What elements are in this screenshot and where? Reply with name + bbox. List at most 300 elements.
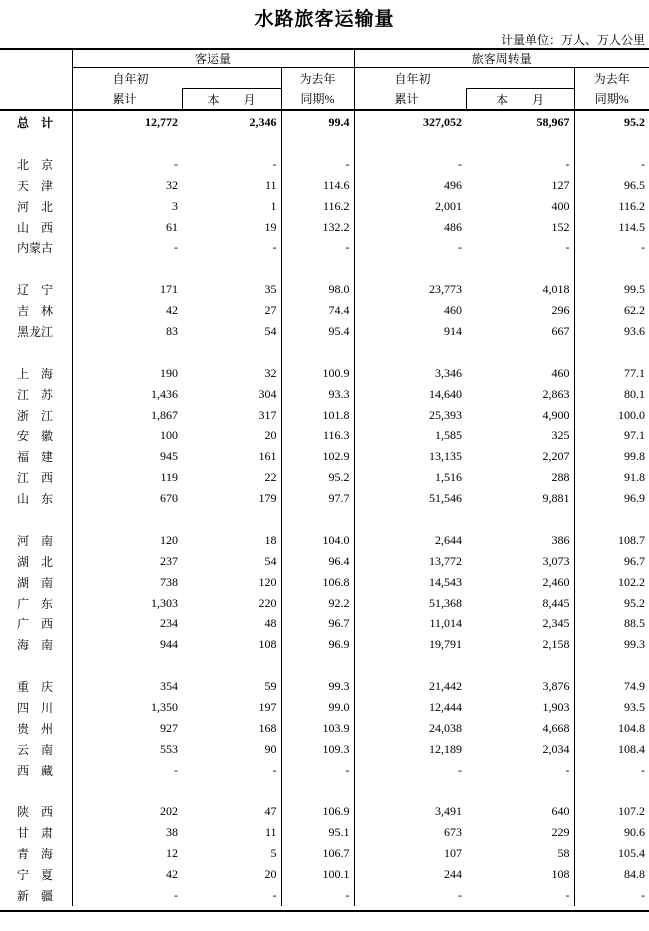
table-cell: 47 bbox=[264, 804, 277, 819]
spacer-cell bbox=[354, 258, 466, 279]
table-cell: 386 bbox=[551, 532, 570, 547]
table-cell: 95.4 bbox=[281, 321, 354, 342]
table-cell: 107 bbox=[354, 843, 466, 864]
table-cell: 99.3 bbox=[574, 634, 649, 655]
spacer-cell bbox=[466, 258, 574, 279]
table-cell: 12,189 bbox=[354, 739, 466, 760]
table-cell: 1,903 bbox=[542, 699, 570, 714]
table-cell: 32 bbox=[264, 365, 277, 380]
table-cell: 190 bbox=[72, 363, 182, 384]
table-cell: 25,393 bbox=[354, 405, 466, 426]
spacer-cell bbox=[354, 509, 466, 530]
table-cell: 317 bbox=[258, 407, 277, 422]
table-cell: 2,158 bbox=[542, 637, 570, 652]
table-cell: 21,442 bbox=[354, 676, 466, 697]
table-cell: 738 bbox=[72, 572, 182, 593]
table-row bbox=[0, 425, 649, 446]
table-cell: 101.8 bbox=[281, 405, 354, 426]
region-name: 湖 北 bbox=[17, 554, 54, 569]
table-cell: 99.0 bbox=[281, 697, 354, 718]
table-cell: 496 bbox=[354, 175, 466, 196]
table-cell: 114.6 bbox=[281, 175, 354, 196]
region-name: 江 苏 bbox=[17, 387, 54, 402]
table-cell: 237 bbox=[72, 551, 182, 572]
table-cell: 93.6 bbox=[574, 321, 649, 342]
table-row bbox=[0, 718, 649, 739]
table-cell: 74.9 bbox=[574, 676, 649, 697]
table-cell: 120 bbox=[258, 574, 277, 589]
header-ytd-bottom-1: 累计 bbox=[72, 89, 182, 111]
header-yoy-top-2: 为去年 bbox=[574, 68, 649, 89]
table-row bbox=[0, 321, 649, 342]
table-cell: - bbox=[354, 237, 466, 258]
spacer-cell bbox=[182, 258, 281, 279]
table-cell: 161 bbox=[258, 449, 277, 464]
table-cell: 59 bbox=[264, 679, 277, 694]
table-cell: 1,303 bbox=[72, 593, 182, 614]
table-cell: 171 bbox=[72, 279, 182, 300]
region-name: 甘 肃 bbox=[17, 826, 54, 841]
table-cell: 640 bbox=[551, 804, 570, 819]
table-cell: 32 bbox=[72, 175, 182, 196]
spacer-cell bbox=[574, 342, 649, 363]
table-cell: 109.3 bbox=[281, 739, 354, 760]
table-cell: 116.2 bbox=[281, 196, 354, 217]
table-row bbox=[0, 843, 649, 864]
spacer-cell bbox=[466, 133, 574, 154]
data-table bbox=[0, 49, 649, 906]
group-spacer bbox=[0, 342, 649, 363]
table-cell: 35 bbox=[264, 282, 277, 297]
table-cell: 667 bbox=[551, 323, 570, 338]
table-cell: 9,881 bbox=[542, 491, 570, 506]
table-row bbox=[0, 279, 649, 300]
table-cell: - bbox=[574, 154, 649, 175]
region-name: 云 南 bbox=[17, 742, 54, 757]
table-cell: 96.9 bbox=[281, 634, 354, 655]
table-cell: 97.7 bbox=[281, 488, 354, 509]
table-cell: 20 bbox=[264, 867, 277, 882]
region-name: 北 京 bbox=[17, 157, 54, 172]
table-cell: 106.7 bbox=[281, 843, 354, 864]
table-cell: 3,346 bbox=[354, 363, 466, 384]
table-row bbox=[0, 300, 649, 321]
table-cell: 19 bbox=[264, 219, 277, 234]
group-spacer bbox=[0, 781, 649, 802]
region-name: 湖 南 bbox=[17, 575, 54, 590]
table-body bbox=[0, 110, 649, 906]
table-cell: 100 bbox=[72, 425, 182, 446]
table-cell: 38 bbox=[72, 822, 182, 843]
table-cell: 92.2 bbox=[281, 593, 354, 614]
region-name: 西 藏 bbox=[17, 763, 54, 778]
table-cell: 4,668 bbox=[542, 720, 570, 735]
table-cell: 8,445 bbox=[542, 595, 570, 610]
table-cell: 105.4 bbox=[574, 843, 649, 864]
table-cell: 99.3 bbox=[281, 676, 354, 697]
table-cell: 288 bbox=[551, 470, 570, 485]
spacer-cell bbox=[281, 781, 354, 802]
region-name: 山 东 bbox=[17, 492, 54, 507]
table-cell: 202 bbox=[72, 802, 182, 823]
table-cell: 97.1 bbox=[574, 425, 649, 446]
region-name: 贵 州 bbox=[17, 721, 54, 736]
table-cell: 179 bbox=[258, 491, 277, 506]
spacer-cell bbox=[182, 509, 281, 530]
table-cell: 103.9 bbox=[281, 718, 354, 739]
spacer-cell bbox=[354, 133, 466, 154]
table-cell: 20 bbox=[264, 428, 277, 443]
table-row bbox=[0, 405, 649, 426]
header-month-spacer-1 bbox=[182, 68, 281, 89]
region-name: 海 南 bbox=[17, 638, 54, 653]
spacer-cell bbox=[281, 655, 354, 676]
table-cell: 670 bbox=[72, 488, 182, 509]
table-cell: - bbox=[574, 885, 649, 906]
spacer-cell bbox=[466, 655, 574, 676]
table-cell: 229 bbox=[551, 825, 570, 840]
table-cell: 62.2 bbox=[574, 300, 649, 321]
table-cell: 296 bbox=[551, 303, 570, 318]
table-row bbox=[0, 217, 649, 238]
table-row bbox=[0, 154, 649, 175]
table-row bbox=[0, 551, 649, 572]
header-ytd-bottom-2: 累计 bbox=[354, 89, 466, 111]
table-cell: 93.3 bbox=[281, 384, 354, 405]
table-row bbox=[0, 697, 649, 718]
header-month-1: 本 月 bbox=[182, 89, 281, 111]
table-cell: 4,018 bbox=[542, 282, 570, 297]
header-ytd-top-1: 自年初 bbox=[72, 68, 182, 89]
header-ytd-top-2: 自年初 bbox=[354, 68, 466, 89]
region-name: 黑龙江 bbox=[17, 324, 54, 339]
table-cell: 106.8 bbox=[281, 572, 354, 593]
table-cell: 914 bbox=[354, 321, 466, 342]
table-row bbox=[0, 196, 649, 217]
table-cell: 54 bbox=[264, 553, 277, 568]
header-month-2: 本 月 bbox=[466, 89, 574, 111]
table-cell: 51,546 bbox=[354, 488, 466, 509]
table-cell: 325 bbox=[551, 428, 570, 443]
spacer-cell bbox=[0, 781, 72, 802]
table-cell: 95.2 bbox=[281, 467, 354, 488]
table-cell: 95.2 bbox=[574, 593, 649, 614]
table-row bbox=[0, 237, 649, 258]
table-cell: 98.0 bbox=[281, 279, 354, 300]
header-yoy-bottom-2: 同期% bbox=[574, 89, 649, 111]
table-cell: 2,863 bbox=[542, 386, 570, 401]
table-cell: 90.6 bbox=[574, 822, 649, 843]
spacer-cell bbox=[354, 781, 466, 802]
table-cell: 11,014 bbox=[354, 613, 466, 634]
spacer-cell bbox=[72, 509, 182, 530]
spacer-cell bbox=[72, 133, 182, 154]
table-cell: 400 bbox=[551, 198, 570, 213]
table-cell: 1,585 bbox=[354, 425, 466, 446]
region-name: 山 西 bbox=[17, 220, 54, 235]
total-label: 总 计 bbox=[0, 110, 72, 133]
spacer-cell bbox=[72, 342, 182, 363]
table-cell: 116.2 bbox=[574, 196, 649, 217]
table-cell: 54 bbox=[264, 323, 277, 338]
group-spacer bbox=[0, 509, 649, 530]
table-cell: 486 bbox=[354, 217, 466, 238]
table-cell: 18 bbox=[264, 532, 277, 547]
table-cell: 24,038 bbox=[354, 718, 466, 739]
header-passenger-volume: 客运量 bbox=[72, 49, 354, 68]
table-cell: 104.0 bbox=[281, 530, 354, 551]
table-cell: 197 bbox=[258, 699, 277, 714]
table-cell: 106.9 bbox=[281, 802, 354, 823]
table-cell: 3,491 bbox=[354, 802, 466, 823]
table-cell: 1 bbox=[270, 198, 277, 213]
table-cell: 168 bbox=[258, 720, 277, 735]
spacer-cell bbox=[0, 342, 72, 363]
table-cell: 945 bbox=[72, 446, 182, 467]
table-cell: - bbox=[574, 237, 649, 258]
table-row bbox=[0, 593, 649, 614]
region-name: 广 西 bbox=[17, 617, 54, 632]
table-cell: 3,073 bbox=[542, 553, 570, 568]
table-row bbox=[0, 467, 649, 488]
table-cell: 460 bbox=[354, 300, 466, 321]
region-name: 福 建 bbox=[17, 450, 54, 465]
table-cell: 27 bbox=[264, 303, 277, 318]
table-cell: 3,876 bbox=[542, 679, 570, 694]
table-row bbox=[0, 822, 649, 843]
table-cell: 13,135 bbox=[354, 446, 466, 467]
table-cell: 4,900 bbox=[542, 407, 570, 422]
table-cell: 51,368 bbox=[354, 593, 466, 614]
table-cell: 88.5 bbox=[574, 613, 649, 634]
region-name: 青 海 bbox=[17, 847, 54, 862]
table-cell: 96.9 bbox=[574, 488, 649, 509]
table-cell: 96.7 bbox=[281, 613, 354, 634]
spacer-cell bbox=[0, 655, 72, 676]
table-cell: 96.7 bbox=[574, 551, 649, 572]
table-cell: 108.4 bbox=[574, 739, 649, 760]
table-cell: - bbox=[272, 888, 277, 902]
total-row bbox=[0, 110, 649, 133]
spacer-cell bbox=[182, 781, 281, 802]
table-cell: - bbox=[565, 888, 570, 902]
spacer-cell bbox=[0, 509, 72, 530]
total-cell: 95.2 bbox=[574, 110, 649, 133]
table-row bbox=[0, 885, 649, 906]
region-name: 浙 江 bbox=[17, 408, 54, 423]
table-cell: 19,791 bbox=[354, 634, 466, 655]
spacer-cell bbox=[574, 655, 649, 676]
table-cell: 77.1 bbox=[574, 363, 649, 384]
table-cell: 152 bbox=[551, 219, 570, 234]
table-row bbox=[0, 802, 649, 823]
table-cell: - bbox=[565, 156, 570, 171]
table-cell: 95.1 bbox=[281, 822, 354, 843]
table-cell: 96.4 bbox=[281, 551, 354, 572]
table-cell: 42 bbox=[72, 864, 182, 885]
spacer-cell bbox=[281, 342, 354, 363]
table-cell: 91.8 bbox=[574, 467, 649, 488]
table-cell: - bbox=[272, 762, 277, 777]
spacer-cell bbox=[281, 509, 354, 530]
table-cell: 13,772 bbox=[354, 551, 466, 572]
spacer-cell bbox=[574, 133, 649, 154]
region-name: 河 南 bbox=[17, 533, 54, 548]
region-name: 四 川 bbox=[17, 700, 54, 715]
table-cell: 100.9 bbox=[281, 363, 354, 384]
table-cell: 83 bbox=[72, 321, 182, 342]
table-cell: - bbox=[281, 237, 354, 258]
group-spacer bbox=[0, 133, 649, 154]
table-cell: 354 bbox=[72, 676, 182, 697]
region-name: 天 津 bbox=[17, 178, 54, 193]
table-row bbox=[0, 676, 649, 697]
header-passenger-turnover: 旅客周转量 bbox=[354, 49, 649, 68]
table-cell: 102.9 bbox=[281, 446, 354, 467]
group-spacer bbox=[0, 655, 649, 676]
table-cell: 220 bbox=[258, 595, 277, 610]
corner-cell bbox=[0, 49, 72, 110]
table-row bbox=[0, 175, 649, 196]
header-yoy-top-1: 为去年 bbox=[281, 68, 354, 89]
table-cell: 11 bbox=[264, 177, 277, 192]
table-row bbox=[0, 488, 649, 509]
region-name: 重 庆 bbox=[17, 680, 54, 695]
table-cell: 107.2 bbox=[574, 802, 649, 823]
table-cell: - bbox=[565, 240, 570, 255]
table-cell: 108 bbox=[258, 637, 277, 652]
table-row bbox=[0, 864, 649, 885]
table-cell: 12,444 bbox=[354, 697, 466, 718]
table-cell: 132.2 bbox=[281, 217, 354, 238]
table-cell: 80.1 bbox=[574, 384, 649, 405]
table-cell: - bbox=[281, 760, 354, 781]
table-cell: 1,436 bbox=[72, 384, 182, 405]
spacer-cell bbox=[72, 781, 182, 802]
table-cell: 2,207 bbox=[542, 449, 570, 464]
total-cell: 58,967 bbox=[466, 110, 574, 133]
table-cell: 22 bbox=[264, 470, 277, 485]
table-cell: 119 bbox=[72, 467, 182, 488]
table-cell: 944 bbox=[72, 634, 182, 655]
table-cell: 2,345 bbox=[542, 616, 570, 631]
spacer-cell bbox=[72, 258, 182, 279]
table-row bbox=[0, 572, 649, 593]
region-name: 新 疆 bbox=[17, 889, 54, 903]
table-cell: - bbox=[565, 762, 570, 777]
table-cell: 3 bbox=[72, 196, 182, 217]
spacer-cell bbox=[466, 781, 574, 802]
spacer-cell bbox=[466, 509, 574, 530]
region-name: 江 西 bbox=[17, 471, 54, 486]
table-cell: 74.4 bbox=[281, 300, 354, 321]
header-yoy-bottom-1: 同期% bbox=[281, 89, 354, 111]
spacer-cell bbox=[0, 258, 72, 279]
region-name: 广 东 bbox=[17, 596, 54, 611]
table-cell: 244 bbox=[354, 864, 466, 885]
table-cell: 14,640 bbox=[354, 384, 466, 405]
table-cell: 127 bbox=[551, 177, 570, 192]
table-cell: 104.8 bbox=[574, 718, 649, 739]
region-name: 安 徽 bbox=[17, 429, 54, 444]
table-cell: 61 bbox=[72, 217, 182, 238]
table-cell: 2,644 bbox=[354, 530, 466, 551]
table-cell: 11 bbox=[264, 825, 277, 840]
table-cell: 120 bbox=[72, 530, 182, 551]
table-cell: 1,516 bbox=[354, 467, 466, 488]
table-cell: - bbox=[354, 885, 466, 906]
table-row bbox=[0, 634, 649, 655]
spacer-cell bbox=[354, 655, 466, 676]
region-name: 河 北 bbox=[17, 199, 54, 214]
region-name: 吉 林 bbox=[17, 304, 54, 319]
table-cell: 90 bbox=[264, 741, 277, 756]
spacer-cell bbox=[72, 655, 182, 676]
table-cell: - bbox=[354, 154, 466, 175]
spacer-cell bbox=[466, 342, 574, 363]
table-cell: 58 bbox=[557, 846, 570, 861]
table-cell: 114.5 bbox=[574, 217, 649, 238]
table-cell: 927 bbox=[72, 718, 182, 739]
total-cell: 12,772 bbox=[72, 110, 182, 133]
table-cell: 99.5 bbox=[574, 279, 649, 300]
table-cell: 553 bbox=[72, 739, 182, 760]
total-cell: 99.4 bbox=[281, 110, 354, 133]
table-cell: 2,034 bbox=[542, 741, 570, 756]
spacer-cell bbox=[281, 258, 354, 279]
table-row bbox=[0, 613, 649, 634]
page-title: 水路旅客运输量 bbox=[254, 8, 395, 30]
table-cell: 99.8 bbox=[574, 446, 649, 467]
spacer-cell bbox=[281, 133, 354, 154]
table-cell: 1,350 bbox=[72, 697, 182, 718]
table-row bbox=[0, 384, 649, 405]
table-row bbox=[0, 446, 649, 467]
table-cell: - bbox=[72, 237, 182, 258]
table-cell: 100.0 bbox=[574, 405, 649, 426]
spacer-cell bbox=[574, 258, 649, 279]
region-name: 内蒙古 bbox=[17, 241, 54, 256]
table-cell: - bbox=[72, 885, 182, 906]
group-spacer bbox=[0, 258, 649, 279]
spacer-cell bbox=[182, 342, 281, 363]
unit-note: 计量单位：万人、万人公里 bbox=[500, 33, 645, 47]
table-cell: 304 bbox=[258, 386, 277, 401]
table-cell: 460 bbox=[551, 365, 570, 380]
table-cell: 12 bbox=[72, 843, 182, 864]
table-row bbox=[0, 363, 649, 384]
table-cell: 108 bbox=[551, 867, 570, 882]
table-cell: - bbox=[281, 885, 354, 906]
table-cell: 2,001 bbox=[354, 196, 466, 217]
table-cell: 108.7 bbox=[574, 530, 649, 551]
region-name: 辽 宁 bbox=[17, 283, 54, 298]
table-cell: 84.8 bbox=[574, 864, 649, 885]
total-cell: 327,052 bbox=[354, 110, 466, 133]
table-cell: - bbox=[72, 154, 182, 175]
table-cell: 100.1 bbox=[281, 864, 354, 885]
table-cell: 673 bbox=[354, 822, 466, 843]
spacer-cell bbox=[354, 342, 466, 363]
total-cell: 2,346 bbox=[182, 110, 281, 133]
spacer-cell bbox=[574, 781, 649, 802]
table-cell: - bbox=[272, 156, 277, 171]
table-cell: 96.5 bbox=[574, 175, 649, 196]
table-cell: 2,460 bbox=[542, 574, 570, 589]
table-cell: - bbox=[272, 240, 277, 255]
table-row bbox=[0, 530, 649, 551]
header-month-spacer-2 bbox=[466, 68, 574, 89]
